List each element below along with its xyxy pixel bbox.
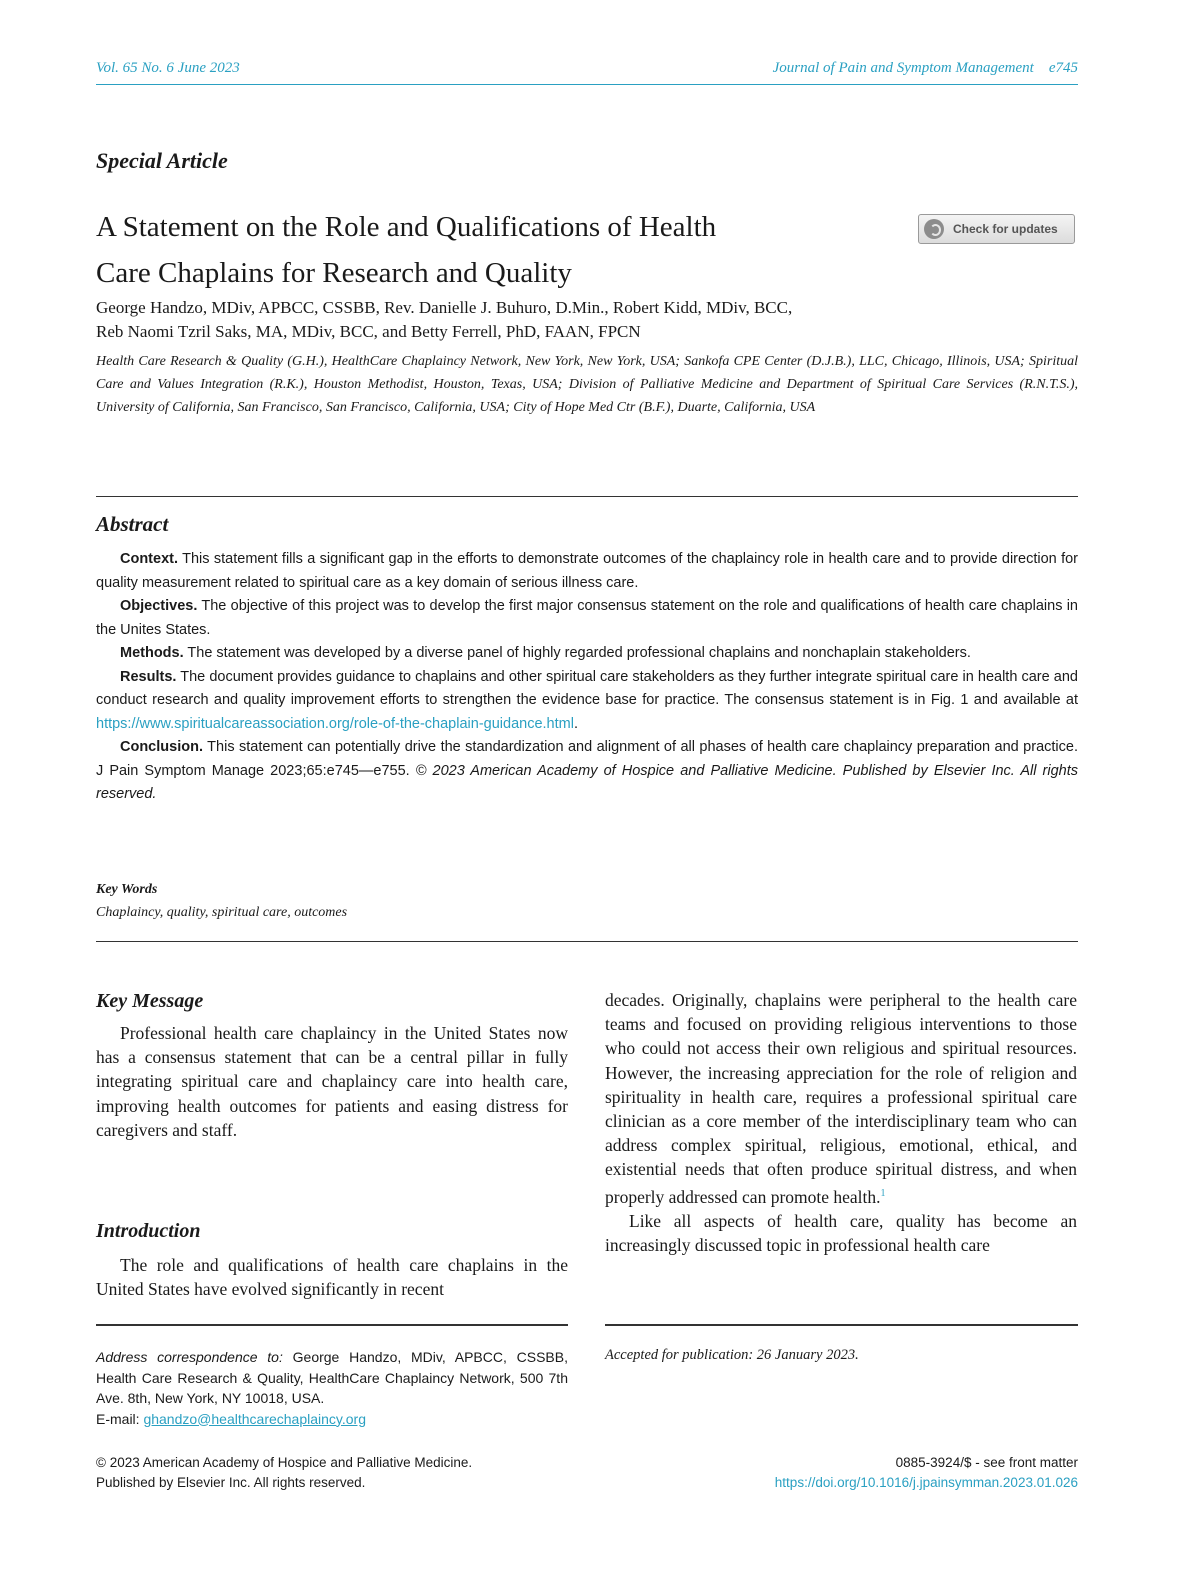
abstract-context (96, 548, 1078, 595)
accepted-date: Accepted for publication: 26 January 2023. (605, 1347, 859, 1363)
title-line-1: A Statement on the Role and Qualifications of Health (96, 211, 717, 243)
results-end: . (573, 715, 578, 732)
abstract-heading: Abstract (96, 512, 169, 536)
introduction-paragraph-1-cont (605, 988, 1077, 1209)
reference-1[interactable]: 1 (880, 1187, 886, 1199)
abstract-results (96, 666, 1078, 737)
methods-label: Methods. (120, 645, 184, 661)
check-for-updates-button[interactable] (918, 214, 1075, 244)
footer-copyright (96, 1453, 472, 1493)
guidance-link[interactable]: https://www.spiritualcareassociation.org/role-of-the-chaplain-guidance.html (96, 715, 574, 732)
citation: J Pain Symptom Manage 2023;65:e745—e755. (96, 762, 416, 779)
copyright-line-2: Published by Elsevier Inc. All rights reserved. (96, 1475, 366, 1490)
correspondence-label: Address correspondence to: (96, 1349, 283, 1365)
results-label: Results. (120, 668, 177, 685)
footnote-divider (605, 1324, 1078, 1326)
abstract-objectives (96, 595, 1078, 642)
page-number: e745 (1048, 60, 1078, 76)
check-for-updates-label: Check for updates (953, 222, 1058, 236)
introduction-paragraph-1: The role and qualifications of health care chaplains in the United States have evolved significantly in recent (96, 1255, 568, 1300)
keywords-label: Key Words (96, 882, 158, 897)
abstract (96, 548, 1078, 807)
divider (96, 941, 1078, 942)
affiliations: Health Care Research & Quality (G.H.), HealthCare Chaplaincy Network, New York, New York, USA; Sankofa CPE Center (D.J.B.), LLC, Chicago, Illinois, USA; Spiritual Care and Values Integration (R.K.), Houston Methodist, Houston, Texas, USA; Division of Palliative Medicine and Department of Spiritual Care Services (R.N.T.S.), University of California, San Francisco, San Francisco, California, USA; City of Hope Med Ctr (B.F.), Duarte, California, USA (96, 354, 1078, 415)
authors (96, 296, 1076, 344)
results-text: The document provides guidance to chaplains and other spiritual care stakeholders as they further integrate spiritual care in health care and conduct research and quality improvement efforts to strengthen the evidence base for practice. The consensus statement is in Fig. 1 and available at (96, 668, 1078, 708)
email-link[interactable]: ghandzo@healthcarechaplaincy.org (143, 1410, 366, 1427)
copyright-line-1: © 2023 American Academy of Hospice and Palliative Medicine. (96, 1455, 473, 1470)
abstract-copyright: © 2023 American Academy of Hospice and Palliative Medicine. Published by Elsevier Inc. All rights reserved. (96, 762, 1078, 802)
objectives-label: Objectives. (120, 598, 198, 614)
authors-line-2: Reb Naomi Tzril Saks, MA, MDiv, BCC, and Betty Ferrell, PhD, FAAN, FPCN (96, 322, 641, 341)
volume-issue: Vol. 65 No. 6 June 2023 (96, 60, 240, 76)
authors-line-1: George Handzo, MDiv, APBCC, CSSBB, Rev. Danielle J. Buhuro, D.Min., Robert Kidd, MDiv, BCC, (96, 298, 793, 317)
running-head (96, 60, 1078, 85)
introduction-column-1 (96, 1253, 568, 1301)
footer-issn (775, 1453, 1078, 1493)
methods-text: The statement was developed by a diverse panel of highly regarded professional chaplains and nonchaplain stakeholders. (183, 645, 971, 661)
objectives-text: The objective of this project was to develop the first major consensus statement on the role and qualifications of health care chaplains in the Unites States. (96, 598, 1078, 638)
context-text: This statement fills a significant gap in the efforts to demonstrate outcomes of the chaplaincy role in health care and to provide direction for quality measurement related to spiritual care as a key domain of serious illness care. (96, 551, 1078, 591)
correspondence (96, 1347, 568, 1429)
intro-continued-text: decades. Originally, chaplains were peripheral to the health care teams and focused on providing religious interventions to those who could not access their own religious and spiritual resources. However, the increasing appreciation for the role of religion and spirituality in health care, requires a professional spiritual care clinician as a core member of the interdisciplinary team who can address complex spiritual, religious, emotional, ethical, and existential needs that often produce spiritual distress, and when properly addressed can promote health. (605, 990, 1077, 1207)
conclusion-label: Conclusion. (120, 739, 203, 755)
conclusion-text: This statement can potentially drive the standardization and alignment of all phases of health care chaplaincy preparation and practice. (202, 739, 1078, 755)
journal-page (773, 60, 1078, 77)
key-message-paragraph: Professional health care chaplaincy in the United States now has a consensus statement that can be a central pillar in fully integrating spiritual care and chaplaincy care into health care, improving health outcomes for patients and easing distress for caregivers and staff. (96, 1023, 568, 1140)
correspondence-text: George Handzo, MDiv, APBCC, CSSBB, Health Care Research & Quality, HealthCare Chaplaincy Network, 500 7th Ave. 8th, New York, NY 10018, USA. (96, 1349, 568, 1406)
keywords: Chaplaincy, quality, spiritual care, outcomes (96, 905, 348, 920)
email-label: E-mail: (96, 1410, 144, 1427)
key-message-text (96, 1021, 568, 1142)
abstract-methods (96, 642, 1078, 666)
journal-name: Journal of Pain and Symptom Management (772, 60, 1034, 76)
abstract-conclusion (96, 736, 1078, 807)
introduction-column-2 (605, 988, 1077, 1257)
introduction-heading: Introduction (96, 1220, 201, 1242)
divider (96, 496, 1078, 497)
introduction-paragraph-2: Like all aspects of health care, quality has become an increasingly discussed topic in professional health care (605, 1210, 1077, 1255)
key-message-heading: Key Message (96, 990, 204, 1012)
context-label: Context. (120, 551, 178, 567)
section-label: Special Article (96, 148, 228, 173)
footnote-divider (96, 1324, 568, 1326)
doi-link[interactable]: https://doi.org/10.1016/j.jpainsymman.2023.01.026 (774, 1475, 1078, 1490)
title-line-2: Care Chaplains for Research and Quality (96, 257, 572, 289)
issn: 0885-3924/$ - see front matter (895, 1455, 1078, 1470)
refresh-icon (924, 219, 944, 239)
article-title (96, 204, 896, 296)
